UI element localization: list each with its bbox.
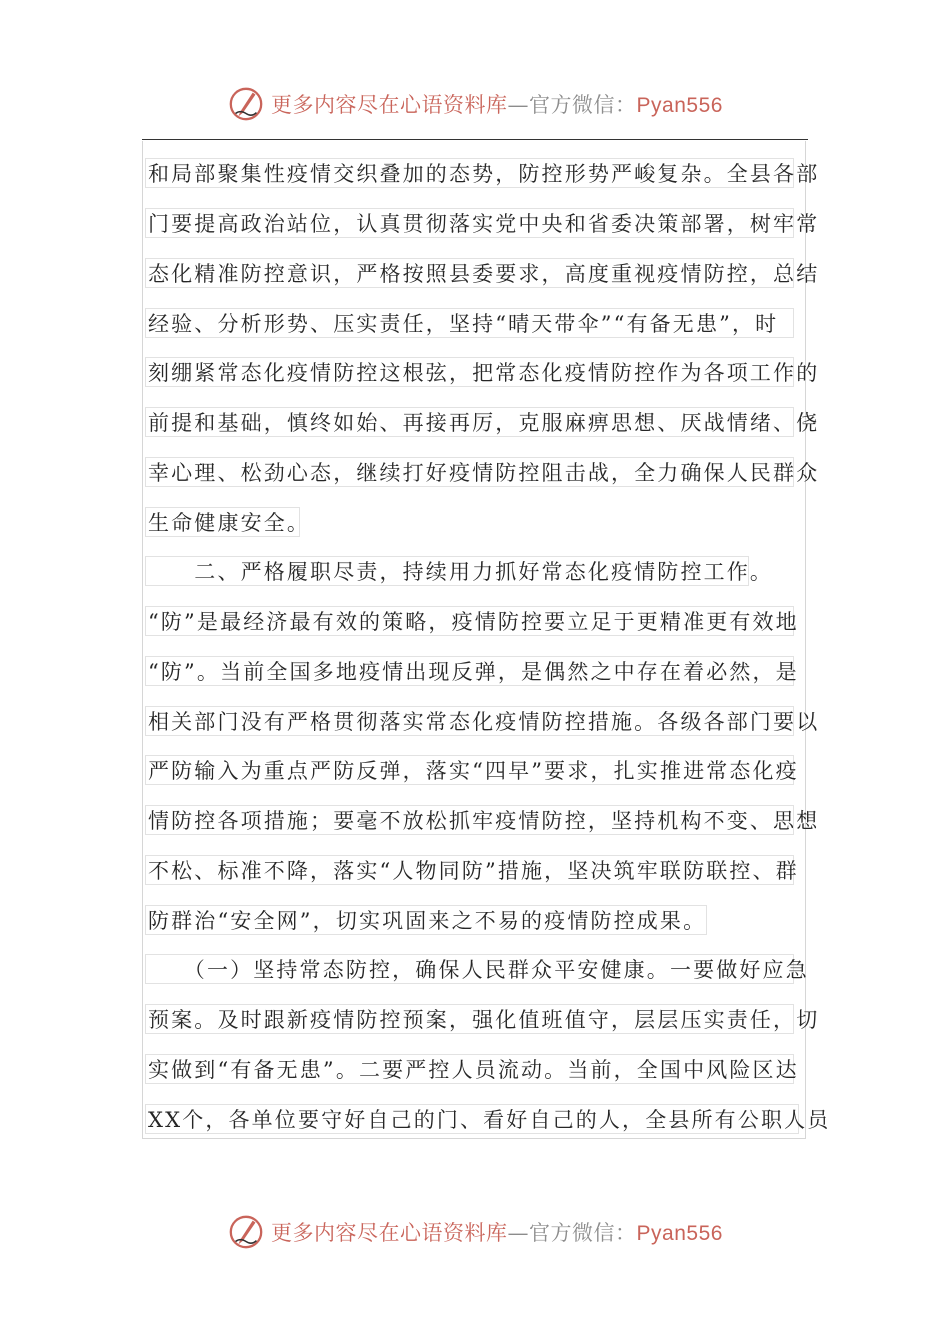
text-line-11: “防”。当前全国多地疫情出现反弹，是偶然之中存在着必然，是 [145,656,794,686]
header-wechat-label: 官方微信： [529,93,637,117]
text-line-15: 不松、标准不降，落实“人物同防”措施，坚决筑牢联防联控、群 [145,855,794,885]
text-line-16: 防群治“安全网”，切实巩固来之不易的疫情防控成果。 [145,905,707,935]
text-line-10: “防”是最经济最有效的策略，疫情防控要立足于更精准更有效地 [145,606,794,636]
pen-logo-icon [227,1213,265,1251]
footer-banner [0,1210,950,1254]
text-line-19: 实做到“有备无患”。二要严控人员流动。当前，全国中风险区达 [145,1054,794,1084]
text-line-1: 和局部聚集性疫情交织叠加的态势，防控形势严峻复杂。全县各部 [145,158,794,188]
subsection-heading-1: （一）坚持常态防控，确保人民群众平安健康。一要做好应急 [145,954,794,984]
pen-logo-icon [227,85,265,123]
header-dash: — [507,93,530,117]
text-line-5: 刻绷紧常态化疫情防控这根弦，把常态化疫情防控作为各项工作的 [145,357,794,387]
header-banner [0,82,950,126]
text-line-14: 情防控各项措施；要毫不放松抓牢疫情防控，坚持机构不变、思想 [145,805,794,835]
header-title: 更多内容尽在心语资料库 [271,93,508,117]
text-line-7: 幸心理、松劲心态，继续打好疫情防控阻击战，全力确保人民群众 [145,457,794,487]
text-line-3: 态化精准防控意识，严格按照县委要求，高度重视疫情防控，总结 [145,258,794,288]
text-line-2: 门要提高政治站位，认真贯彻落实党中央和省委决策部署，树牢常 [145,208,794,238]
text-line-13: 严防输入为重点严防反弹，落实“四早”要求，扎实推进常态化疫 [145,755,794,785]
text-line-4: 经验、分析形势、压实责任，坚持“晴天带伞”“有备无患”，时 [145,308,794,338]
header-wechat-id: Pyan556 [636,94,723,117]
footer-wechat-id: Pyan556 [636,1222,723,1245]
text-line-20: XX个，各单位要守好自己的门、看好自己的人，全县所有公职人员 [145,1104,799,1134]
text-line-8: 生命健康安全。 [145,507,300,537]
header-banner-text [271,89,723,119]
header-divider [142,139,808,140]
text-line-6: 前提和基础，慎终如始、再接再厉，克服麻痹思想、厌战情绪、侥 [145,407,794,437]
footer-banner-text [271,1217,723,1247]
footer-dash: — [507,1221,530,1245]
text-line-12: 相关部门没有严格贯彻落实常态化疫情防控措施。各级各部门要以 [145,706,794,736]
footer-wechat-label: 官方微信： [529,1221,637,1245]
section-heading-2: 二、严格履职尽责，持续用力抓好常态化疫情防控工作。 [145,556,749,586]
footer-title: 更多内容尽在心语资料库 [271,1221,508,1245]
content-frame [142,141,806,1139]
text-line-18: 预案。及时跟新疫情防控预案，强化值班值守，层层压实责任，切 [145,1004,794,1034]
